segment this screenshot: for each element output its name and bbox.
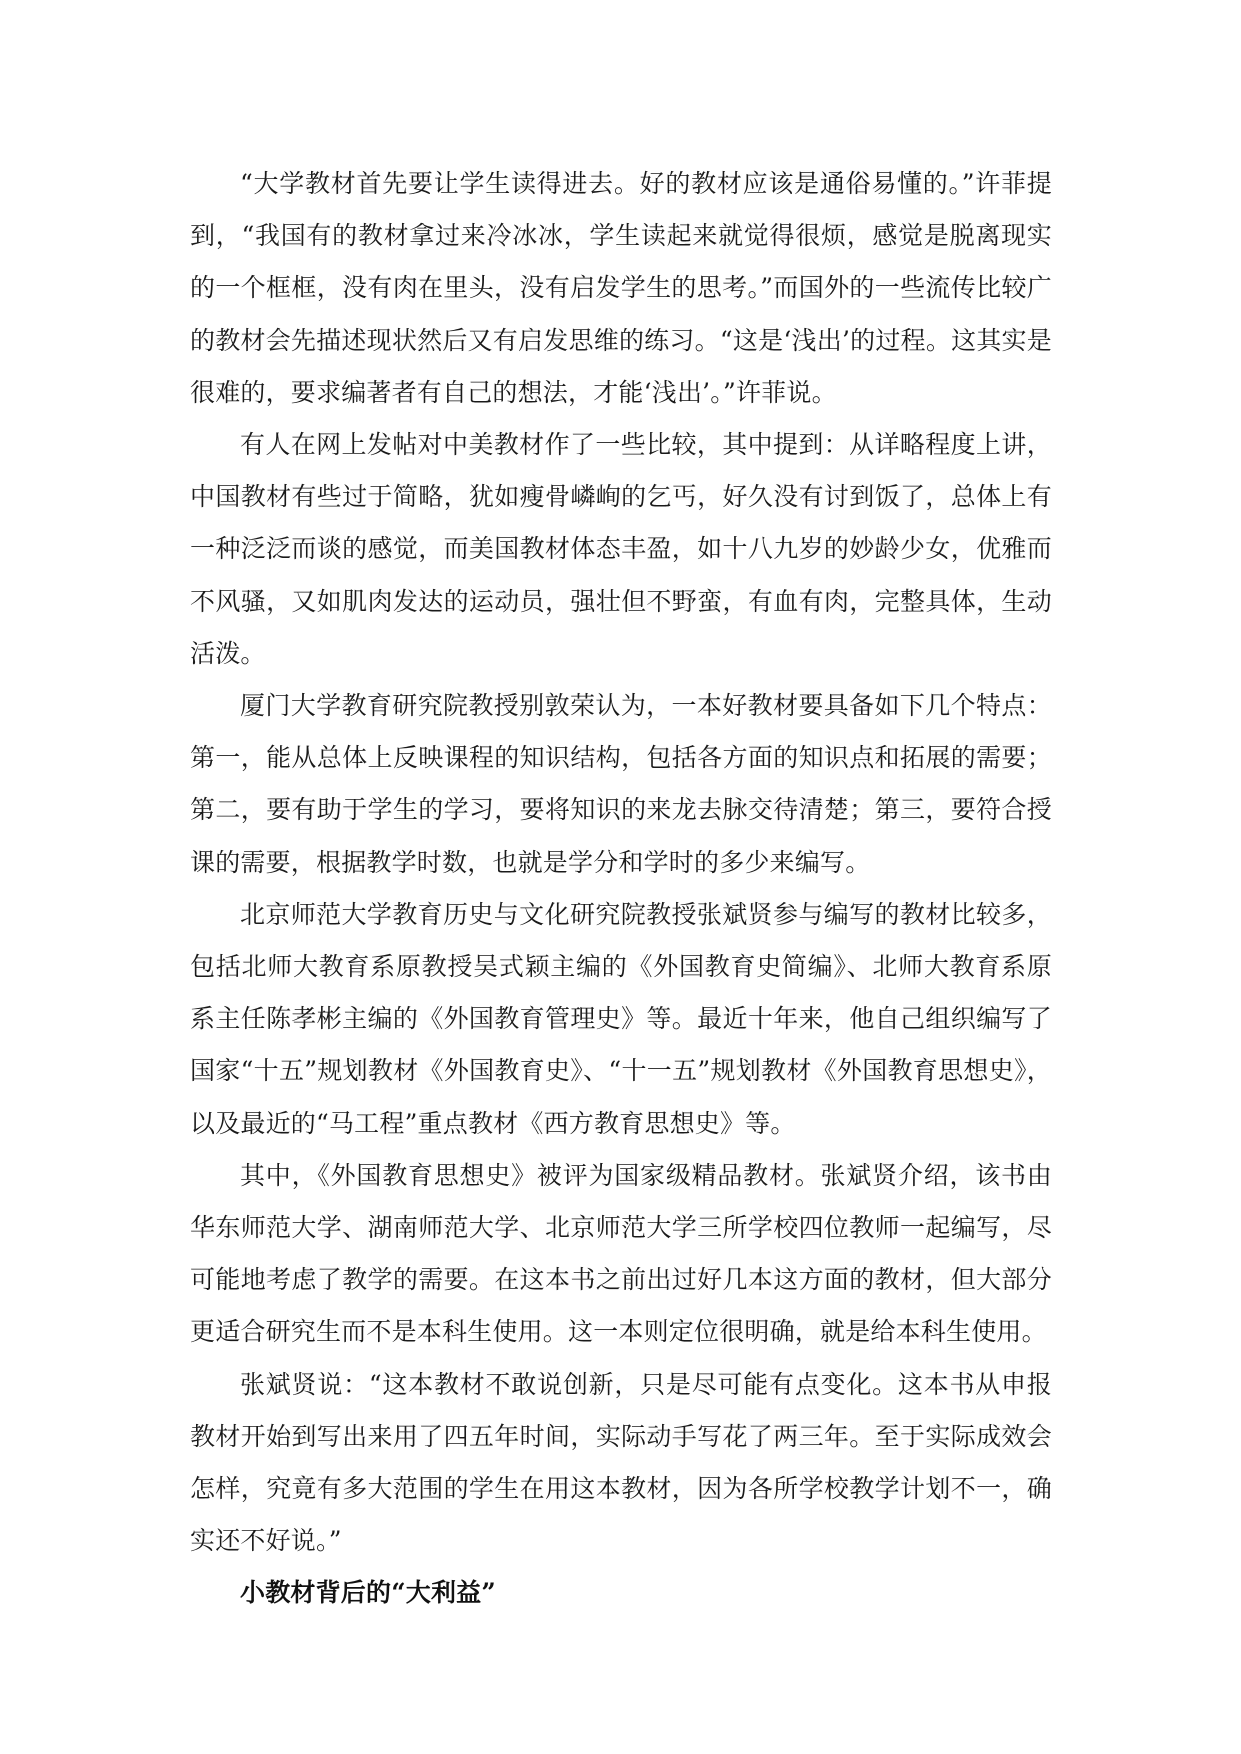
paragraph-5: 其中，《外国教育思想史》被评为国家级精品教材。张斌贤介绍，该书由华东师范大学、湖南师范大学、北京师范大学三所学校四位教师一起编写，尽可能地考虑了教学的需要。在这本书之前出过好几本这方面的教材，但大部分更适合研究生而不是本科生使用。这一本则定位很明确，就是给本科生使用。: [190, 1160, 1052, 1347]
paragraph-3: 厦门大学教育研究院教授别敦荣认为，一本好教材要具备如下几个特点：第一，能从总体上反映课程的知识结构，包括各方面的知识点和拓展的需要；第二，要有助于学生的学习，要将知识的来龙去脉交待清楚；第三，要符合授课的需要，根据教学时数，也就是学分和学时的多少来编写。: [190, 691, 1052, 877]
section-heading: 小教材背后的“大利益”: [240, 1578, 496, 1608]
paragraph-1: “大学教材首先要让学生读得进去。好的教材应该是通俗易懂的。”许菲提到，“我国有的教材拿过来冷冰冰，学生读起来就觉得很烦，感觉是脱离现实的一个框框，没有肉在里头，没有启发学生的思考。”而国外的一些流传比较广的教材会先描述现状然后又有启发思维的练习。“这是‘浅出’的过程。这其实是很难的，要求编著者有自己的想法，才能‘浅出’。”许菲说。: [190, 169, 1052, 407]
paragraph-4: 北京师范大学教育历史与文化研究院教授张斌贤参与编写的教材比较多，包括北师大教育系原教授吴式颖主编的《外国教育史简编》、北师大教育系原系主任陈孝彬主编的《外国教育管理史》等。最近十年来，他自己组织编写了国家“十五”规划教材《外国教育史》、“十一五”规划教材《外国教育思想史》，以及最近的“马工程”重点教材《西方教育思想史》等。: [190, 899, 1052, 1138]
paragraph-2: 有人在网上发帖对中美教材作了一些比较，其中提到：从详略程度上讲，中国教材有些过于简略，犹如瘦骨嶙峋的乞丐，好久没有讨到饭了，总体上有一种泛泛而谈的感觉，而美国教材体态丰盈，如十八九岁的妙龄少女，优雅而不风骚，又如肌肉发达的运动员，强壮但不野蛮，有血有肉，完整具体，生动活泼。: [190, 430, 1052, 668]
paragraph-6: 张斌贤说：“这本教材不敢说创新，只是尽可能有点变化。这本书从申报教材开始到写出来用了四五年时间，实际动手写花了两三年。至于实际成效会怎样，究竟有多大范围的学生在用这本教材，因为各所学校教学计划不一，确实还不好说。”: [190, 1369, 1052, 1556]
article-body: [190, 158, 1052, 1620]
